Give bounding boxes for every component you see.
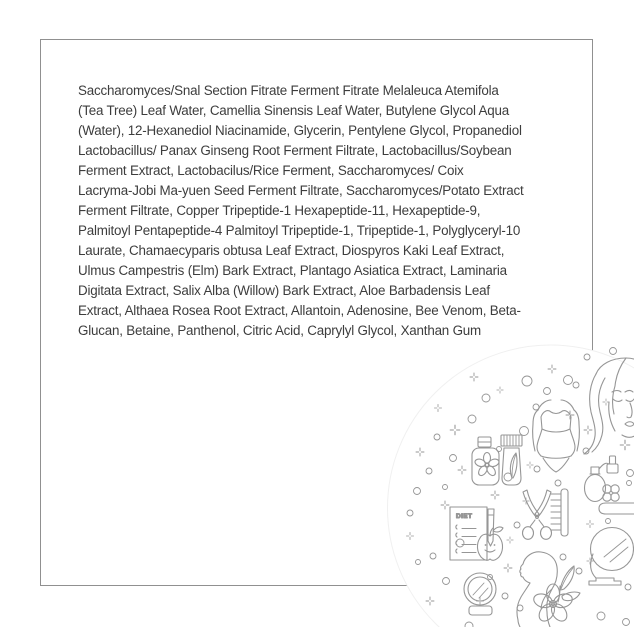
ingredients-line: Lacryma-Jobi Ma-yuen Seed Ferment Filtrate, Saccharomyces/Potato Extract (78, 183, 524, 198)
ingredients-line: Glucan, Betaine, Panthenol, Citric Acid, Caprylyl Glycol, Xanthan Gum (78, 323, 481, 338)
ingredients-line: Extract, Althaea Rosea Root Extract, Allantoin, Adenosine, Bee Venom, Beta- (78, 303, 521, 318)
ingredients-line: Saccharomyces/Snal Section Fitrate Ferment Fitrate Melaleuca Atemifola (78, 83, 499, 98)
ingredients-line: Ferment Extract, Lactobacilus/Rice Ferment, Saccharomyces/ Coix (78, 163, 464, 178)
diet-label: DIET (456, 513, 473, 520)
ingredients-line: Laurate, Chamaecyparis obtusa Leaf Extract, Diospyros Kaki Leaf Extract, (78, 243, 505, 258)
ingredients-text (78, 81, 578, 341)
ingredients-line: Lactobacillus/ Panax Ginseng Root Ferment Filtrate, Lactobacillus/Soybean (78, 143, 512, 158)
ingredients-line: Ulmus Campestris (Elm) Bark Extract, Plantago Asiatica Extract, Laminaria (78, 263, 507, 278)
ingredients-line: Palmitoyl Pentapeptide-4 Palmitoyl Tripeptide-1, Tripeptide-1, Polyglyceryl-10 (78, 223, 521, 238)
ingredients-line: Ferment Filtrate, Copper Tripeptide-1 Hexapeptide-11, Hexapeptide-9, (78, 203, 481, 218)
ingredients-line: (Tea Tree) Leaf Water, Camellia Sinensis Leaf Water, Butylene Glycol Aqua (78, 103, 509, 118)
ingredients-line: Digitata Extract, Salix Alba (Willow) Bark Extract, Aloe Barbadensis Leaf (78, 283, 490, 298)
ingredients-line: (Water), 12-Hexanediol Niacinamide, Glycerin, Pentylene Glycol, Propanediol (78, 123, 522, 138)
beauty-icons-illustration (380, 340, 634, 627)
